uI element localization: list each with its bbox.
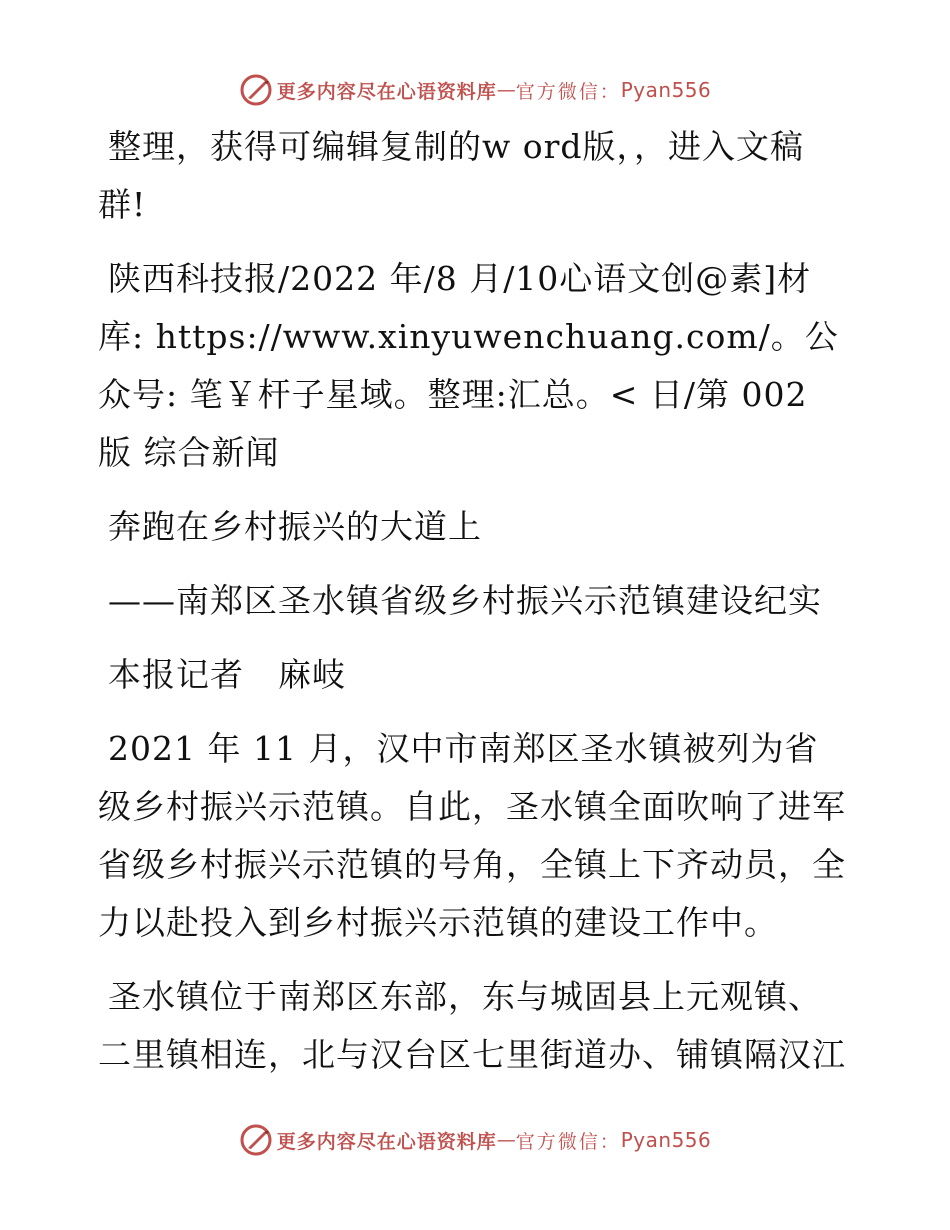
article-title: 奔跑在乡村振兴的大道上	[108, 507, 482, 546]
footer-watermark-banner	[0, 1120, 950, 1160]
article-byline: 本报记者 麻岐	[108, 655, 346, 694]
article-subtitle: ——南郑区圣水镇省级乡村振兴示范镇建设纪实	[108, 581, 822, 620]
banner-dash: —	[496, 79, 516, 101]
paragraph-intro: 整理，获得可编辑复制的w ord版，，进入文稿群!	[98, 127, 805, 224]
banner-text: 更多内容尽在心语资料库	[276, 80, 497, 103]
banner-label: 官方微信：	[515, 80, 621, 103]
banner-label: 官方微信：	[515, 1130, 621, 1153]
paragraph-body-1: 2021 年 11 月，汉中市南郑区圣水镇被列为省级乡村振兴示范镇。自此，圣水镇全面吹响了进军省级乡村振兴示范镇的号角，全镇上下齐动员，全力以赴投入到乡村振兴示范镇的建设工作中。	[98, 729, 846, 942]
banner-text: 更多内容尽在心语资料库	[276, 1130, 497, 1153]
banner-dash: —	[496, 1129, 516, 1151]
paragraph-body-2: 圣水镇位于南郑区东部，东与城固县上元观镇、二里镇相连，北与汉台区七里街道办、铺镇隔汉江	[98, 977, 846, 1074]
document-body	[98, 118, 850, 1100]
banner-wechat-id: Pyan556	[620, 1128, 712, 1152]
paragraph-source: 陕西科技报/2022 年/8 月/10心语文创@素]材库: https://www.xinyuwenchuang.com/。公众号: 笔￥杆子星域。整理:汇总。< 日/第 002 版 综合新闻	[98, 259, 839, 472]
header-watermark-banner	[0, 70, 950, 110]
banner-wechat-id: Pyan556	[620, 78, 712, 102]
quill-logo-icon	[239, 1123, 273, 1157]
quill-logo-icon	[239, 73, 273, 107]
